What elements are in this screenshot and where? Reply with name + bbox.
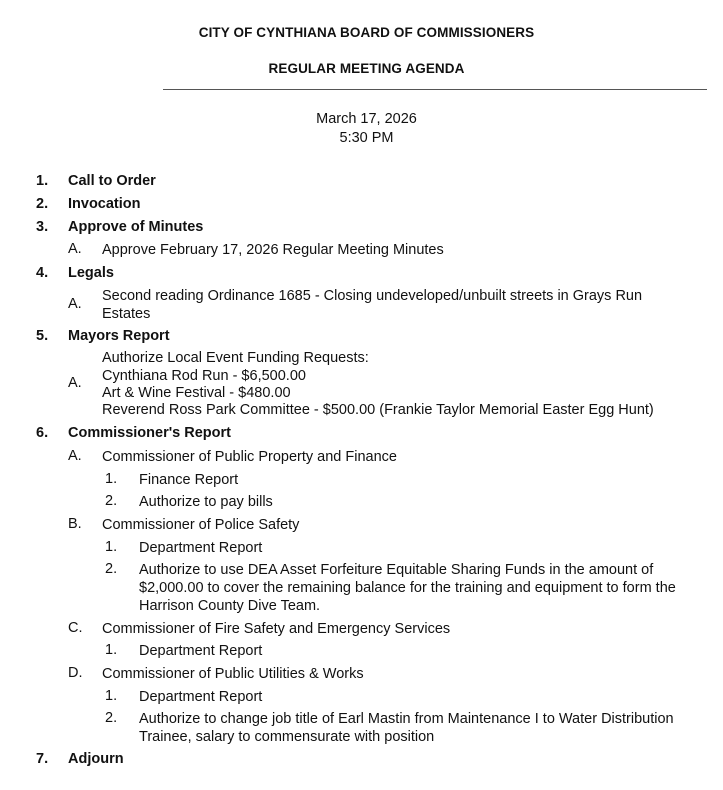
sub-letter: A. xyxy=(68,296,82,312)
sub-item-text: Commissioner of Public Utilities & Works xyxy=(102,666,364,682)
item-number: 5. xyxy=(36,328,49,344)
subsub-item-text: Department Report xyxy=(139,540,263,556)
item-number: 1. xyxy=(36,173,49,189)
org-title: CITY OF CYNTHIANA BOARD OF COMMISSIONERS xyxy=(198,25,535,40)
item-heading: Adjourn xyxy=(68,751,124,767)
item-number: 4. xyxy=(36,265,49,281)
sub-item-text: Second reading Ordinance 1685 - Closing undeveloped/unbuilt streets in Grays Run xyxy=(102,288,643,304)
subsub-item-text: Authorize to pay bills xyxy=(139,494,273,510)
subsub-item-text: Trainee, salary to commensurate with position xyxy=(139,729,435,745)
sub-item-text: Commissioner of Police Safety xyxy=(102,517,300,533)
subsub-number: 2. xyxy=(105,493,118,509)
subsub-number: 1. xyxy=(105,688,118,704)
item-heading: Legals xyxy=(68,265,114,281)
sub-letter: A. xyxy=(68,241,82,257)
subsub-item-text: Harrison County Dive Team. xyxy=(139,598,321,614)
subsub-item-text: Department Report xyxy=(139,689,263,705)
sub-item-text: Reverend Ross Park Committee - $500.00 (Frankie Taylor Memorial Easter Egg Hunt) xyxy=(102,402,654,418)
subsub-number: 2. xyxy=(105,561,118,577)
sub-item-text: Commissioner of Fire Safety and Emergency Services xyxy=(102,621,451,637)
sub-item-text: Authorize Local Event Funding Requests: xyxy=(102,350,369,366)
item-heading: Invocation xyxy=(68,196,141,212)
subsub-item-text: Finance Report xyxy=(139,472,239,488)
item-number: 2. xyxy=(36,196,49,212)
item-number: 7. xyxy=(36,751,49,767)
agenda-title: REGULAR MEETING AGENDA xyxy=(268,61,465,76)
sub-item-text: Art & Wine Festival - $480.00 xyxy=(102,385,291,401)
subsub-number: 1. xyxy=(105,642,118,658)
meeting-time: 5:30 PM xyxy=(339,130,394,146)
subsub-number: 2. xyxy=(105,710,118,726)
sub-letter: C. xyxy=(68,620,83,636)
subsub-item-text: Department Report xyxy=(139,643,263,659)
subsub-item-text: Authorize to change job title of Earl Mastin from Maintenance I to Water Distribution xyxy=(139,711,674,727)
sub-letter: B. xyxy=(68,516,82,532)
subsub-number: 1. xyxy=(105,471,118,487)
item-heading: Call to Order xyxy=(68,173,156,189)
item-heading: Commissioner's Report xyxy=(68,425,231,441)
sub-letter: D. xyxy=(68,665,83,681)
sub-item-text: Approve February 17, 2026 Regular Meeting Minutes xyxy=(102,242,444,258)
meeting-date: March 17, 2026 xyxy=(316,111,417,127)
subsub-item-text: $2,000.00 to cover the remaining balance for the training and equipment to form the xyxy=(139,580,676,596)
item-heading: Mayors Report xyxy=(68,328,170,344)
item-number: 3. xyxy=(36,219,49,235)
sub-item-text: Estates xyxy=(102,306,151,322)
item-heading: Approve of Minutes xyxy=(68,219,204,235)
sub-item-text: Commissioner of Public Property and Finance xyxy=(102,449,397,465)
sub-item-text: Cynthiana Rod Run - $6,500.00 xyxy=(102,368,306,384)
subsub-number: 1. xyxy=(105,539,118,555)
subsub-item-text: Authorize to use DEA Asset Forfeiture Equitable Sharing Funds in the amount of xyxy=(139,562,654,578)
header-divider xyxy=(163,89,707,90)
sub-letter: A. xyxy=(68,448,82,464)
sub-letter: A. xyxy=(68,375,82,391)
item-number: 6. xyxy=(36,425,49,441)
